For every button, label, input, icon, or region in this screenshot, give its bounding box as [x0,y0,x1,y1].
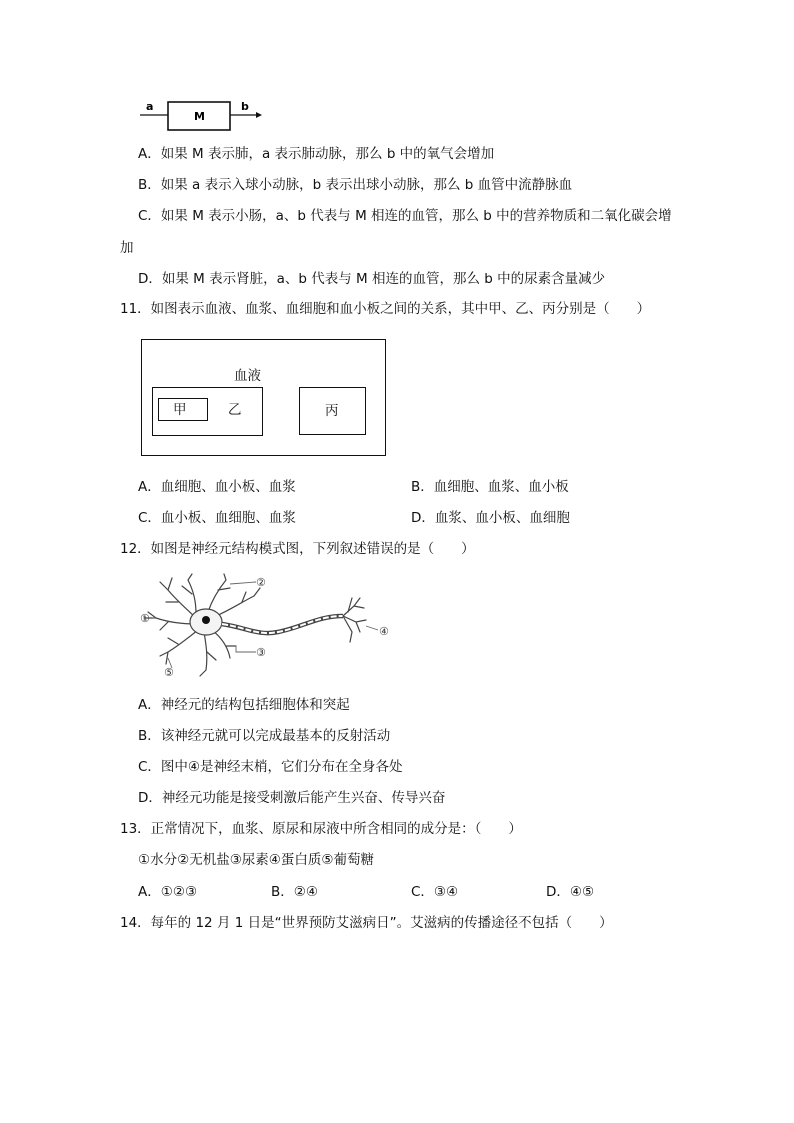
q12-option-d: D．神经元功能是接受刺激后能产生兴奋、传导兴奋 [138,790,446,806]
neuron-label-3: ③ [256,646,266,659]
q13-option-c: C．③④ [411,884,459,900]
q10-option-d: D．如果 M 表示肾脏，a、b 代表与 M 相连的血管，那么 b 中的尿素含量减少 [138,271,606,287]
q14-stem: 14．每年的 12 月 1 日是“世界预防艾滋病日”。艾滋病的传播途径不包括（ ） [120,915,613,931]
neuron-nucleus [202,616,210,624]
q13-option-b: B．②④ [271,884,318,900]
q10-option-c-line2: 加 [120,240,134,256]
q13-option-d: D．④⑤ [546,884,595,900]
q13-option-a: A．①②③ [138,884,198,900]
q13-items: ①水分②无机盐③尿素④蛋白质⑤葡萄糖 [138,852,375,868]
neuron-axon-terminals [343,598,366,642]
q12-option-c: C．图中④是神经末梢，它们分布在全身各处 [138,759,403,775]
q10-label-m: M [194,110,205,123]
q11-option-b: B．血细胞、血浆、血小板 [411,479,569,495]
q11-option-d: D．血浆、血小板、血细胞 [411,510,570,526]
q10-option-c-line1: C．如果 M 表示小肠，a、b 代表与 M 相连的血管，那么 b 中的营养物质和二氧化碳会增 [138,208,672,224]
q12-option-b: B．该神经元就可以完成最基本的反射活动 [138,728,391,744]
q10-option-a: A．如果 M 表示肺，a 表示肺动脉，那么 b 中的氧气会增加 [138,146,495,162]
q11-label-bing: 丙 [325,403,339,419]
q10-label-a: a [146,100,154,113]
q12-option-a: A．神经元的结构包括细胞体和突起 [138,697,350,713]
q11-label-jia: 甲 [173,402,187,418]
neuron-label-1: ① [140,612,150,625]
neuron-label-2: ② [256,576,266,589]
q10-label-b: b [241,100,249,113]
q11-stem: 11．如图表示血液、血浆、血细胞和血小板之间的关系，其中甲、乙、丙分别是（ ） [120,301,651,317]
q11-label-blood: 血液 [234,368,261,384]
q10-diagram [138,96,268,136]
neuron-diagram [138,572,398,680]
q10-arrowhead-out [256,112,262,118]
neuron-label-4: ④ [379,625,389,638]
q11-option-a: A．血细胞、血小板、血浆 [138,479,296,495]
q12-stem: 12．如图是神经元结构模式图，下列叙述错误的是（ ） [120,541,475,557]
q11-label-yi: 乙 [228,402,242,418]
neuron-myelin-sheath [222,616,343,633]
q11-option-c: C．血小板、血细胞、血浆 [138,510,296,526]
neuron-label-5: ⑤ [164,666,174,679]
q10-option-b: B．如果 a 表示入球小动脉，b 表示出球小动脉，那么 b 血管中流静脉血 [138,177,573,193]
q13-stem: 13．正常情况下，血浆、原尿和尿液中所含相同的成分是：（ ） [120,821,522,837]
